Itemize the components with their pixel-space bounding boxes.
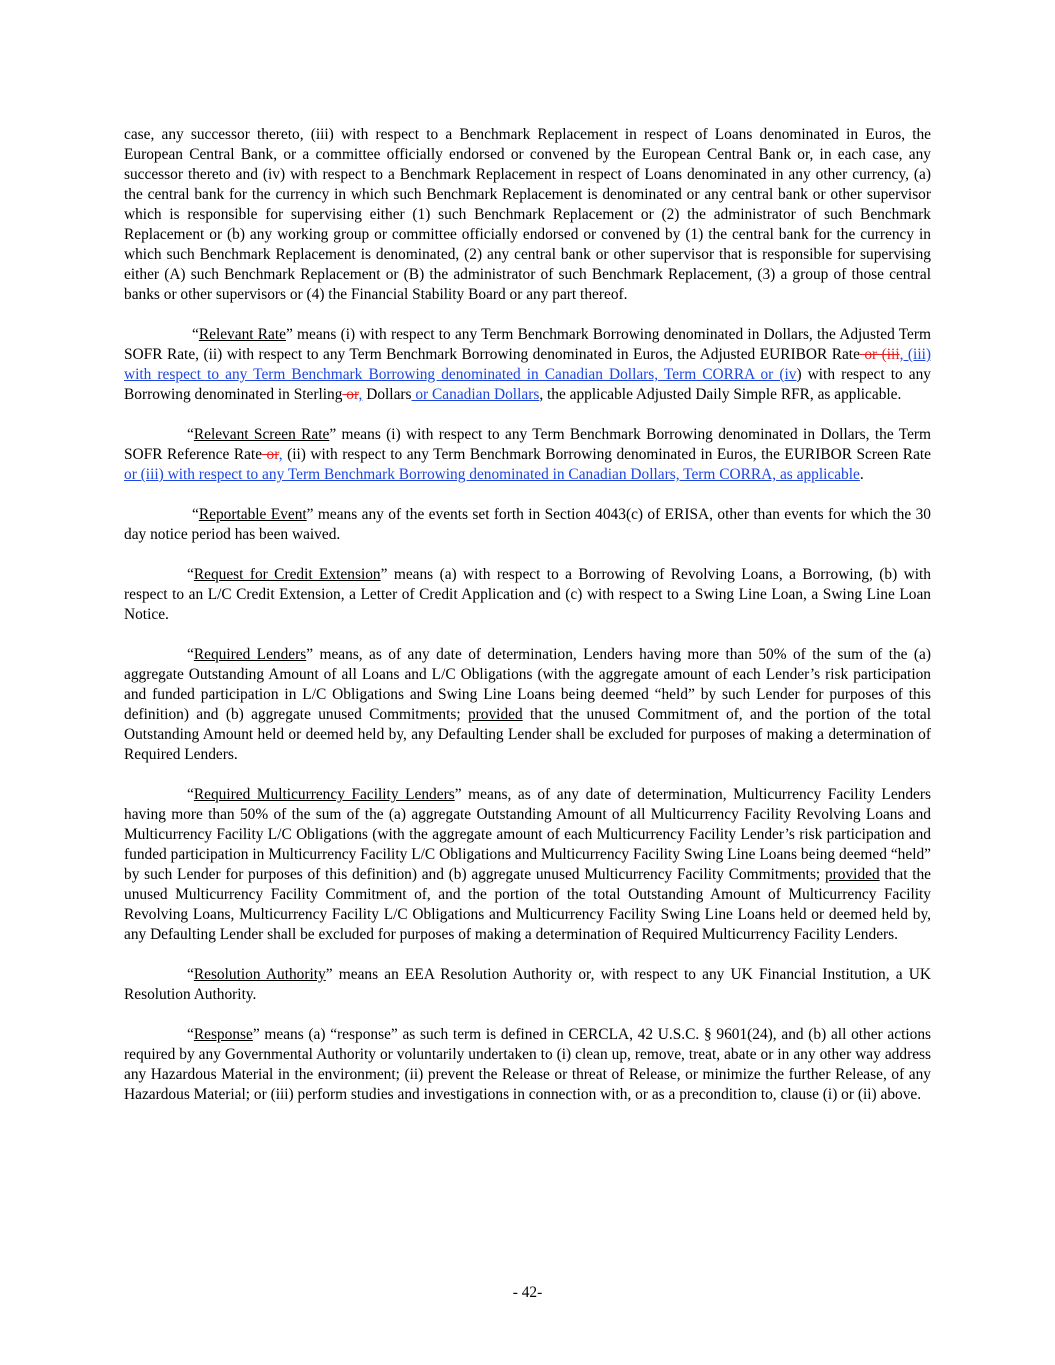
defined-term: Response [193,1026,253,1043]
inserted-text: or (iii) with respect to any Term Benchmark Borrowing denominated in Canadian Dollars, Term CORRA, as applicable [124,466,860,483]
provided-term: provided [467,706,523,723]
intro-text: case, any successor thereto, (iii) with respect to a Benchmark Replacement in respect of Loans denominated in Euros, the European Central Bank, or a committee officially endorsed or convened by the European Central Bank or, in each case, any successor thereto and (iv) with respect to a Benchmark Replacement in respect of Loans denominated in any other currency, (a) the central bank for the currency in which such Benchmark Replacement is denominated or any central bank or other supervisor which is responsible for supervising either (1) such Benchmark Replacement or (2) the administrator of such Benchmark Replacement or (b) any working group or committee officially endorsed or convened by (1) the central bank for the currency in which such Benchmark Replacement is denominated, (2) any central bank or other supervisor that is responsible for supervising either (A) such Benchmark Replacement or (B) the administrator of such Benchmark Replacement, (3) a group of those central banks or other supervisors or (4) the Financial Stability Board or any part thereof. [124,126,931,303]
definition-response: “Response” means (a) “response” as such term is defined in CERCLA, 42 U.S.C. § 9601(24), and (b) all other actions required by any Governmental Authority or voluntarily undertaken to (i) clean up, remove, treat, abate or in any other way address any Hazardous Material in the environment; (ii) prevent the Release or threat of Release, or minimize the further Release, of any Hazardous Material; or (iii) perform studies and investigations in connection with, or as a precondition to, clause (i) or (ii) above. [124,1026,931,1103]
definition-text: ” means any of the events set forth in Section 4043(c) of ERISA, other than events for which the 30 day notice period has been waived. [124,506,931,543]
defined-term: Reportable Event [198,506,307,523]
definition-text: ” means (a) with respect to a Borrowing of Revolving Loans, a Borrowing, (b) with respect to an L/C Credit Extension, a Letter of Credit Application and (c) with respect to a Swing Line Loan, a Swing Line Loan Notice. [124,566,931,623]
defined-term: Relevant Rate [198,326,286,343]
definition-text: ” means an EEA Resolution Authority or, with respect to any UK Financial Institution, a UK Resolution Authority. [124,966,932,1003]
definition-text: ” means (i) with respect to any Term Benchmark Borrowing denominated in Dollars, the Adjusted Term SOFR Rate, (ii) with respect to any Term Benchmark Borrowing denominated in Euros, the Adjusted EURIBOR Rate [124,326,931,363]
inserted-text: , [278,446,283,463]
intro-paragraph [124,125,931,305]
definition-text: that the unused Commitment of, and the portion of the total Outstanding Amount held or deemed held by, any Defaulting Lender shall be excluded for purposes of making a determination of Required Lenders. [124,706,931,763]
deleted-text: or [262,446,279,463]
definition-text: ” means (a) “response” as such term is defined in CERCLA, 42 U.S.C. § 9601(24), and (b) all other actions required by any Governmental Authority or voluntarily undertaken to (i) clean up, remove, treat, abate or in any other way address any Hazardous Material in the environment; (ii) prevent the Release or threat of Release, or minimize the further Release, of any Hazardous Material; or (iii) perform studies and investigations in connection with, or as a precondition to, clause (i) or (ii) above. [124,1026,931,1103]
definition-text: ” means (i) with respect to any Term Benchmark Borrowing denominated in Dollars, the Term SOFR Reference Rate [124,426,931,463]
inserted-text: , (iii) with respect to any Term Benchmark Borrowing denominated in Canadian Dollars, Term CORRA or (iv [124,346,931,383]
page-number: - 42- [512,1284,543,1301]
definition-request-for-credit-extension: “Request for Credit Extension” means (a) with respect to a Borrowing of Revolving Loans, a Borrowing, (b) with respect to an L/C Credit Extension, a Letter of Credit Application and (c) with respect to a Swing Line Loan, a Swing Line Loan Notice. [124,566,931,623]
definition-text: ” means, as of any date of determination, Multicurrency Facility Lenders having more than 50% of the sum of the (a) aggregate Outstanding Amount of all Multicurrency Facility Revolving Loans and Multicurrency Facility L/C Obligations (with the aggregate amount of each Multicurrency Facility Lender’s risk participation and funded participation in Multicurrency Facility L/C Obligations and Multicurrency Facility Swing Line Loans being deemed “held” by such Lender for purposes of this definition) and (b) aggregate unused Multicurrency Facility Commitments; [124,786,931,883]
definition-resolution-authority: “Resolution Authority” means an EEA Resolution Authority or, with respect to any UK Financial Institution, a UK Resolution Authority. [124,966,932,1003]
inserted-text: or Canadian Dollars [411,386,540,403]
defined-term: Required Lenders [193,646,307,663]
inserted-text: , [358,386,363,403]
defined-term: Relevant Screen Rate [193,426,330,443]
defined-term: Request for Credit Extension [193,566,381,583]
definition-text: (ii) with respect to any Term Benchmark Borrowing denominated in Euros, the EURIBOR Screen Rate [282,446,932,463]
definition-text: Dollars [362,386,412,403]
definition-text: , the applicable Adjusted Daily Simple RFR, as applicable. [539,386,902,403]
definition-text: ) with respect to any Borrowing denominated in Sterling [124,366,931,403]
defined-term: Resolution Authority [193,966,326,983]
deleted-text: or (iii [859,346,900,363]
definition-relevant-rate: “Relevant Rate” means (i) with respect to any Term Benchmark Borrowing denominated in Dollars, the Adjusted Term SOFR Rate, (ii) with respect to any Term Benchmark Borrowing denominated in Euros, the Adjusted EURIBOR Rate or (iii, (iii) with respect to any Term Benchmark Borrowing denominated in Canadian Dollars, Term CORRA or (iv) with respect to any Borrowing denominated in Sterling or, Dollars or Canadian Dollars, the applicable Adjusted Daily Simple RFR, as applicable. [124,326,931,403]
provided-term: provided [824,866,880,883]
definition-text: ” means, as of any date of determination, Lenders having more than 50% of the sum of the (a) aggregate Outstanding Amount of all Loans and L/C Obligations (with the aggregate amount of each Lender’s risk participation and funded participation in L/C Obligations and Swing Line Loans being deemed “held” by such Lender for purposes of this definition) and (b) aggregate unused Commitments; [124,646,931,723]
definition-reportable-event: “Reportable Event” means any of the events set forth in Section 4043(c) of ERISA, other than events for which the 30 day notice period has been waived. [124,506,931,543]
definition-relevant-screen-rate: “Relevant Screen Rate” means (i) with respect to any Term Benchmark Borrowing denominated in Dollars, the Term SOFR Reference Rate or, (ii) with respect to any Term Benchmark Borrowing denominated in Euros, the EURIBOR Screen Rate or (iii) with respect to any Term Benchmark Borrowing denominated in Canadian Dollars, Term CORRA, as applicable. [124,426,932,483]
definition-text: that the unused Multicurrency Facility Commitment of, and the portion of the total Outstanding Amount of Multicurrency Facility Revolving Loans, Multicurrency Facility L/C Obligations and Multicurrency Facility Swing Line Loans held or deemed held by, any Defaulting Lender shall be excluded for purposes of making a determination of Required Multicurrency Facility Lenders. [124,866,932,943]
defined-term: Required Multicurrency Facility Lenders [193,786,455,803]
definition-text: . [859,466,864,483]
deleted-text: or [342,386,359,403]
definition-required-multicurrency-facility-lenders: “Required Multicurrency Facility Lenders” means, as of any date of determination, Multicurrency Facility Lenders having more than 50% of the sum of the (a) aggregate Outstanding Amount of all Multicurrency Facility Revolving Loans and Multicurrency Facility L/C Obligations (with the aggregate amount of each Multicurrency Facility Lender’s risk participation and funded participation in Multicurrency Facility L/C Obligations and Multicurrency Facility Swing Line Loans being deemed “held” by such Lender for purposes of this definition) and (b) aggregate unused Multicurrency Facility Commitments; provided that the unused Multicurrency Facility Commitment of, and the portion of the total Outstanding Amount of Multicurrency Facility Revolving Loans, Multicurrency Facility L/C Obligations and Multicurrency Facility Swing Line Loans held or deemed held by, any Defaulting Lender shall be excluded for purposes of making a determination of Required Multicurrency Facility Lenders. [124,786,932,943]
definition-required-lenders: “Required Lenders” means, as of any date of determination, Lenders having more than 50% of the sum of the (a) aggregate Outstanding Amount of all Loans and L/C Obligations (with the aggregate amount of each Lender’s risk participation and funded participation in L/C Obligations and Swing Line Loans being deemed “held” by such Lender for purposes of this definition) and (b) aggregate unused Commitments; provided that the unused Commitment of, and the portion of the total Outstanding Amount held or deemed held by, any Defaulting Lender shall be excluded for purposes of making a determination of Required Lenders. [124,646,931,763]
document-page [124,125,931,1125]
